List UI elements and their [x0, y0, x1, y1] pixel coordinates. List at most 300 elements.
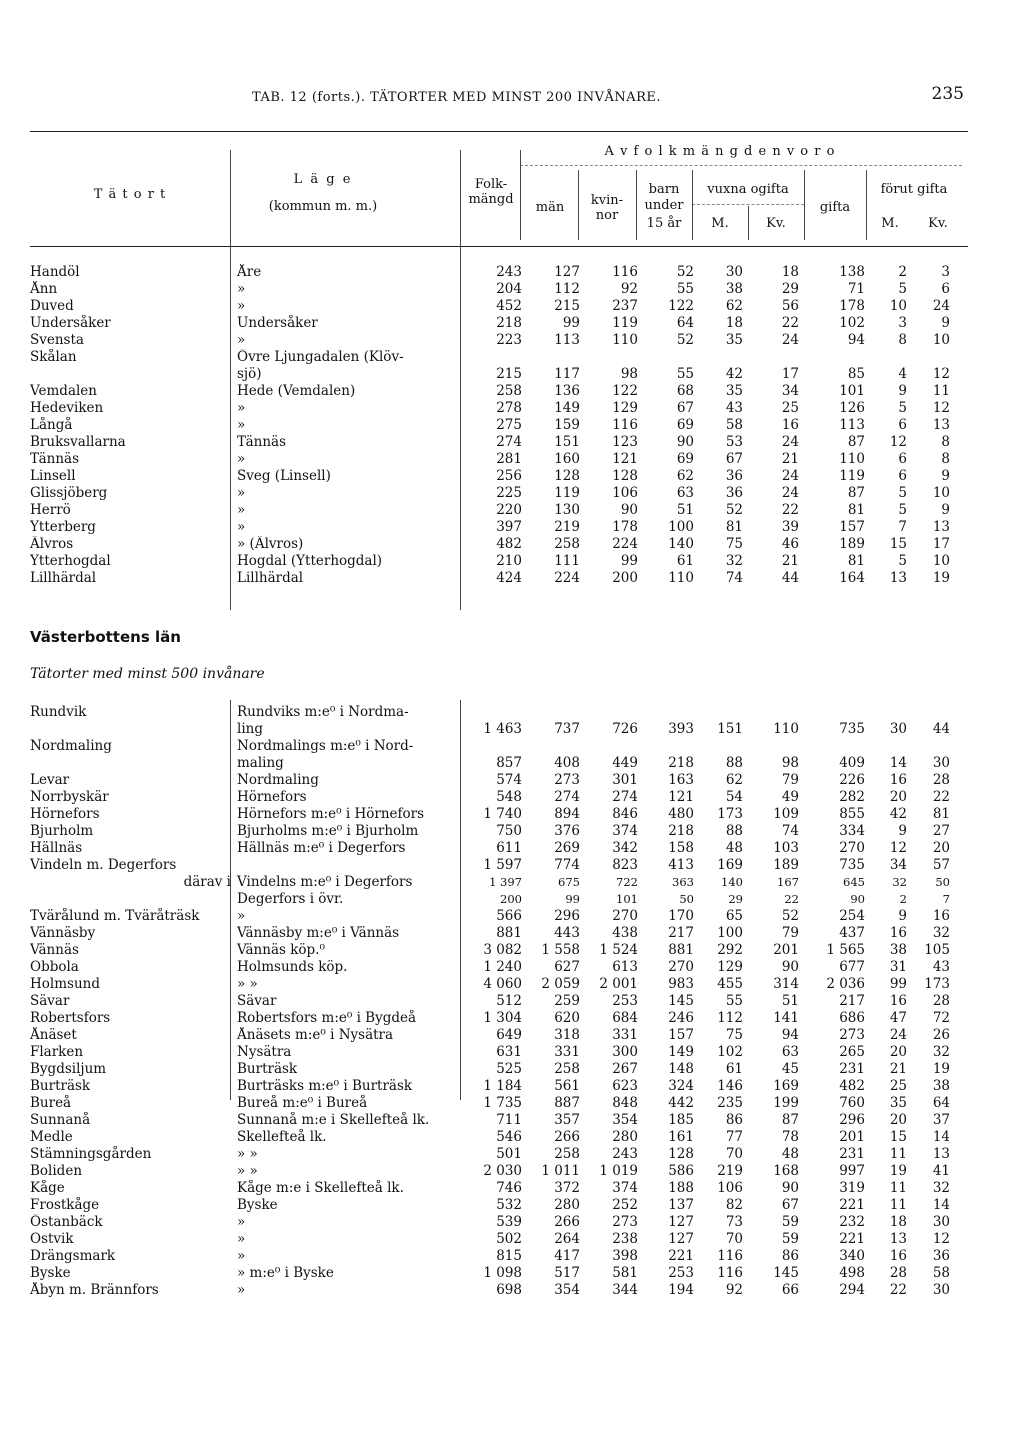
value-cell: 13	[932, 1146, 950, 1162]
place-name: Stämningsgården	[30, 1146, 152, 1162]
value-cell: 294	[839, 1282, 865, 1298]
value-cell: 210	[496, 553, 522, 569]
value-cell: 11	[889, 1146, 907, 1162]
value-cell: 408	[554, 755, 580, 771]
value-cell: 19	[932, 1061, 950, 1077]
value-cell: 24	[781, 434, 799, 450]
place-name: Glissjöberg	[30, 485, 108, 501]
value-cell: 6	[898, 417, 907, 433]
value-cell: 194	[668, 1282, 694, 1298]
value-cell: 273	[612, 1214, 638, 1230]
value-cell: 243	[496, 264, 522, 280]
value-cell: 14	[932, 1197, 950, 1213]
value-cell: 25	[781, 400, 799, 416]
table-row	[30, 570, 950, 587]
value-cell: 167	[777, 875, 799, 889]
value-cell: 49	[781, 789, 799, 805]
place-name: Burträsk	[30, 1078, 91, 1094]
value-cell: 532	[496, 1197, 522, 1213]
value-cell: 11	[932, 383, 950, 399]
value-cell: 413	[668, 857, 694, 873]
place-name	[30, 366, 231, 383]
value-cell: 15	[889, 536, 907, 552]
value-cell: 393	[668, 721, 694, 737]
lage-name: »	[237, 1248, 246, 1264]
value-cell: 173	[717, 806, 743, 822]
lage-name: Kåge m:e i Skellefteå lk.	[237, 1180, 404, 1196]
table-row	[30, 468, 950, 485]
divider-vuxna-kv	[748, 206, 749, 240]
value-cell: 110	[773, 721, 799, 737]
divider-man	[520, 150, 521, 240]
value-cell: 61	[725, 1061, 743, 1077]
value-cell: 32	[932, 925, 950, 941]
value-cell: 246	[668, 1010, 694, 1026]
table-row	[30, 789, 950, 806]
lage-name: Sveg (Linsell)	[237, 468, 331, 484]
table-row	[30, 349, 950, 366]
vasterbotten-table	[30, 704, 950, 1299]
lage-name: maling	[237, 755, 284, 771]
value-cell: 122	[668, 298, 694, 314]
value-cell: 9	[941, 468, 950, 484]
value-cell: 722	[616, 875, 638, 889]
value-cell: 19	[889, 1163, 907, 1179]
col-header-barn-3: 15 år	[646, 216, 682, 231]
value-cell: 102	[717, 1044, 743, 1060]
value-cell: 223	[496, 332, 522, 348]
value-cell: 158	[668, 840, 694, 856]
value-cell: 746	[496, 1180, 522, 1196]
value-cell: 215	[496, 366, 522, 382]
value-cell: 301	[612, 772, 638, 788]
value-cell: 99	[620, 553, 638, 569]
value-cell: 35	[725, 332, 743, 348]
lage-name	[231, 857, 465, 874]
value-cell: 220	[496, 502, 522, 518]
value-cell: 101	[839, 383, 865, 399]
value-cell: 5	[898, 502, 907, 518]
value-cell: 48	[725, 840, 743, 856]
table-row	[30, 1146, 950, 1163]
value-cell: 188	[668, 1180, 694, 1196]
value-cell: 74	[781, 823, 799, 839]
place-name: Tvärålund m. Tväråträsk	[30, 908, 200, 924]
place-name: Hörnefors	[30, 806, 100, 822]
value-cell: 20	[889, 1044, 907, 1060]
value-cell: 90	[850, 892, 865, 906]
value-cell: 29	[781, 281, 799, 297]
value-cell: 169	[717, 857, 743, 873]
value-cell: 376	[554, 823, 580, 839]
value-cell: 87	[781, 1112, 799, 1128]
value-cell: 3	[941, 264, 950, 280]
value-cell: 631	[496, 1044, 522, 1060]
value-cell: 13	[932, 417, 950, 433]
value-cell: 41	[932, 1163, 950, 1179]
value-cell: 256	[496, 468, 522, 484]
value-cell: 12	[932, 400, 950, 416]
value-cell: 43	[932, 959, 950, 975]
value-cell: 9	[898, 823, 907, 839]
value-cell	[638, 349, 694, 366]
place-name: Vemdalen	[30, 383, 97, 399]
value-cell: 1 524	[599, 942, 638, 958]
value-cell: 55	[676, 366, 694, 382]
value-cell: 5	[898, 400, 907, 416]
value-cell: 19	[932, 570, 950, 586]
value-cell: 6	[941, 281, 950, 297]
table-row	[30, 553, 950, 570]
value-cell: 75	[725, 1027, 743, 1043]
value-cell: 750	[496, 823, 522, 839]
col-header-folk-2: mängd	[468, 192, 514, 207]
value-cell: 8	[898, 332, 907, 348]
value-cell: 274	[554, 789, 580, 805]
value-cell: 1 011	[541, 1163, 580, 1179]
value-cell: 2	[898, 264, 907, 280]
value-cell	[580, 738, 638, 755]
lage-name: ling	[237, 721, 263, 737]
col-header-barn: barn	[648, 182, 680, 197]
value-cell: 65	[725, 908, 743, 924]
place-name: Ånäset	[30, 1027, 77, 1043]
value-cell: 62	[676, 468, 694, 484]
table-row	[30, 264, 950, 281]
value-cell: 253	[668, 1265, 694, 1281]
value-cell: 546	[496, 1129, 522, 1145]
value-cell: 265	[839, 1044, 865, 1060]
value-cell: 442	[668, 1095, 694, 1111]
value-cell: 449	[612, 755, 638, 771]
value-cell: 62	[725, 772, 743, 788]
vuxna-underline	[692, 204, 804, 205]
value-cell: 99	[562, 315, 580, 331]
value-cell: 32	[932, 1180, 950, 1196]
value-cell: 12	[932, 366, 950, 382]
value-cell: 437	[839, 925, 865, 941]
col-header-kvinnor-2: nor	[595, 208, 619, 223]
value-cell: 258	[496, 383, 522, 399]
place-name: Medle	[30, 1129, 73, 1145]
place-name: Bjurholm	[30, 823, 94, 839]
value-cell: 278	[496, 400, 522, 416]
value-cell: 34	[781, 383, 799, 399]
table-row	[30, 1061, 950, 1078]
value-cell: 32	[932, 1044, 950, 1060]
place-name: Robertsfors	[30, 1010, 111, 1026]
value-cell: 539	[496, 1214, 522, 1230]
value-cell: 86	[725, 1112, 743, 1128]
value-cell: 218	[668, 823, 694, 839]
value-cell: 2 036	[826, 976, 865, 992]
value-cell: 163	[668, 772, 694, 788]
jamtland-table	[30, 264, 950, 587]
value-cell: 221	[839, 1197, 865, 1213]
lage-name: Hörnefors m:e⁰ i Hörnefors	[237, 806, 425, 822]
value-cell: 56	[781, 298, 799, 314]
lage-name: »	[237, 1231, 246, 1247]
value-cell: 282	[839, 789, 865, 805]
value-cell: 398	[612, 1248, 638, 1264]
place-name: Tännäs	[30, 451, 80, 467]
value-cell: 45	[781, 1061, 799, 1077]
value-cell: 855	[839, 806, 865, 822]
value-cell	[580, 704, 638, 721]
value-cell: 18	[781, 264, 799, 280]
value-cell: 106	[717, 1180, 743, 1196]
place-name: Ytterhogdal	[30, 553, 111, 569]
value-cell: 90	[781, 1180, 799, 1196]
value-cell	[465, 738, 522, 755]
value-cell: 1 558	[541, 942, 580, 958]
value-cell: 21	[781, 451, 799, 467]
value-cell: 443	[554, 925, 580, 941]
value-cell: 110	[668, 570, 694, 586]
value-cell: 501	[496, 1146, 522, 1162]
value-cell: 44	[932, 721, 950, 737]
value-cell: 129	[612, 400, 638, 416]
value-cell: 1 735	[483, 1095, 522, 1111]
value-cell: 574	[496, 772, 522, 788]
lage-name: »	[237, 1282, 246, 1298]
header-top-rule	[30, 131, 968, 132]
place-name: Undersåker	[30, 315, 111, 331]
table-row	[30, 1095, 950, 1112]
value-cell: 148	[668, 1061, 694, 1077]
place-name: Byske	[30, 1265, 71, 1281]
value-cell: 12	[932, 1231, 950, 1247]
col-header-forut-m: M.	[881, 216, 899, 231]
value-cell: 645	[843, 875, 865, 889]
value-cell: 611	[496, 840, 522, 856]
value-cell: 13	[932, 519, 950, 535]
value-cell: 397	[496, 519, 522, 535]
value-cell: 28	[932, 993, 950, 1009]
table-row	[30, 942, 950, 959]
value-cell: 6	[898, 468, 907, 484]
value-cell: 101	[616, 892, 638, 906]
value-cell: 2 030	[483, 1163, 522, 1179]
value-cell: 324	[668, 1078, 694, 1094]
value-cell: 224	[554, 570, 580, 586]
value-cell: 71	[847, 281, 865, 297]
table-row	[30, 1010, 950, 1027]
value-cell: 119	[839, 468, 865, 484]
value-cell: 127	[668, 1214, 694, 1230]
place-name: Frostkåge	[30, 1197, 100, 1213]
value-cell: 130	[554, 502, 580, 518]
value-cell: 22	[784, 892, 799, 906]
value-cell: 334	[839, 823, 865, 839]
place-name: Ostvik	[30, 1231, 74, 1247]
divider-forut	[866, 170, 867, 240]
value-cell: 620	[554, 1010, 580, 1026]
value-cell: 201	[773, 942, 799, 958]
value-cell: 16	[932, 908, 950, 924]
lage-name: »	[237, 485, 246, 501]
value-cell: 21	[889, 1061, 907, 1077]
table-row	[30, 959, 950, 976]
value-cell	[694, 738, 743, 755]
value-cell: 201	[839, 1129, 865, 1145]
table-row	[30, 1265, 950, 1282]
lage-name: Degerfors i övr.	[237, 891, 344, 907]
place-name: Hällnäs	[30, 840, 83, 856]
value-cell: 22	[889, 1282, 907, 1298]
value-cell: 735	[839, 721, 865, 737]
col-header-tatort: T ä t o r t	[93, 187, 167, 202]
value-cell: 2 059	[541, 976, 580, 992]
value-cell: 983	[668, 976, 694, 992]
value-cell: 735	[839, 857, 865, 873]
value-cell: 111	[554, 553, 580, 569]
value-cell: 269	[554, 840, 580, 856]
value-cell: 881	[496, 925, 522, 941]
divider-gifta	[804, 170, 805, 240]
value-cell: 9	[941, 315, 950, 331]
value-cell: 122	[612, 383, 638, 399]
section-subtitle: Tätorter med minst 500 invånare	[30, 666, 265, 682]
value-cell: 112	[717, 1010, 743, 1026]
value-cell: 141	[773, 1010, 799, 1026]
value-cell: 15	[889, 1129, 907, 1145]
lage-name: »	[237, 400, 246, 416]
value-cell: 498	[839, 1265, 865, 1281]
value-cell: 24	[781, 468, 799, 484]
value-cell	[638, 738, 694, 755]
value-cell: 30	[889, 721, 907, 737]
value-cell: 29	[728, 892, 743, 906]
col-header-group: A v f o l k m ä n g d e n v o r o	[604, 144, 836, 159]
table-row	[30, 1248, 950, 1265]
value-cell: 69	[676, 417, 694, 433]
value-cell: 86	[781, 1248, 799, 1264]
value-cell	[638, 704, 694, 721]
value-cell: 51	[676, 502, 694, 518]
value-cell: 12	[889, 434, 907, 450]
value-cell: 16	[781, 417, 799, 433]
table-row	[30, 857, 950, 874]
place-name: Ytterberg	[30, 519, 96, 535]
value-cell: 1 019	[599, 1163, 638, 1179]
value-cell: 127	[554, 264, 580, 280]
value-cell: 424	[496, 570, 522, 586]
value-cell: 87	[847, 485, 865, 501]
table-row	[30, 1129, 950, 1146]
value-cell: 82	[725, 1197, 743, 1213]
value-cell: 1 597	[483, 857, 522, 873]
value-cell: 94	[847, 332, 865, 348]
value-cell: 50	[935, 875, 950, 889]
value-cell: 275	[496, 417, 522, 433]
value-cell: 20	[889, 1112, 907, 1128]
lage-name: »	[237, 332, 246, 348]
place-name: Obbola	[30, 959, 79, 975]
value-cell: 7	[898, 519, 907, 535]
value-cell: 70	[725, 1146, 743, 1162]
value-cell: 296	[839, 1112, 865, 1128]
table-row	[30, 315, 950, 332]
value-cell: 344	[612, 1282, 638, 1298]
value-cell: 24	[932, 298, 950, 314]
place-name: Nordmaling	[30, 738, 112, 754]
col-header-forut: förut gifta	[880, 182, 948, 197]
table-row	[30, 1044, 950, 1061]
lage-name: Bjurholms m:e⁰ i Bjurholm	[237, 823, 419, 839]
value-cell: 225	[496, 485, 522, 501]
value-cell	[743, 349, 799, 366]
value-cell: 331	[554, 1044, 580, 1060]
value-cell: 26	[932, 1027, 950, 1043]
value-cell: 10	[932, 485, 950, 501]
place-name: Rundvik	[30, 704, 87, 720]
value-cell: 1 184	[483, 1078, 522, 1094]
place-name: Långå	[30, 417, 73, 433]
value-cell: 157	[668, 1027, 694, 1043]
lage-name: »	[237, 1214, 246, 1230]
value-cell: 232	[839, 1214, 865, 1230]
value-cell: 698	[496, 1282, 522, 1298]
value-cell: 64	[676, 315, 694, 331]
place-name: Bureå	[30, 1095, 72, 1111]
value-cell	[522, 738, 580, 755]
value-cell	[865, 738, 907, 755]
lage-name: Lillhärdal	[237, 570, 304, 586]
lage-name: Robertsfors m:e⁰ i Bygdeå	[237, 1010, 417, 1026]
value-cell: 16	[889, 772, 907, 788]
value-cell: 38	[889, 942, 907, 958]
header-bottom-rule	[30, 246, 968, 247]
lage-name: » »	[237, 1163, 258, 1179]
value-cell: 238	[612, 1231, 638, 1247]
value-cell: 151	[717, 721, 743, 737]
table-row	[30, 1027, 950, 1044]
place-name: Herrö	[30, 502, 71, 518]
value-cell: 69	[676, 451, 694, 467]
value-cell: 231	[839, 1061, 865, 1077]
value-cell: 30	[932, 755, 950, 771]
col-header-forut-kv: Kv.	[928, 216, 948, 231]
place-name: Boliden	[30, 1163, 83, 1179]
value-cell: 848	[612, 1095, 638, 1111]
lage-name: Vännäsby m:e⁰ i Vännäs	[237, 925, 400, 941]
value-cell: 44	[781, 570, 799, 586]
value-cell: 67	[781, 1197, 799, 1213]
value-cell: 66	[781, 1282, 799, 1298]
value-cell: 117	[554, 366, 580, 382]
value-cell: 35	[889, 1095, 907, 1111]
lage-name: Nysätra	[237, 1044, 292, 1060]
value-cell: 157	[839, 519, 865, 535]
divider-barn	[636, 170, 637, 240]
value-cell: 85	[847, 366, 865, 382]
value-cell: 189	[773, 857, 799, 873]
table-row	[30, 806, 950, 823]
lage-name: Holmsunds köp.	[237, 959, 348, 975]
value-cell: 164	[839, 570, 865, 586]
value-cell: 32	[725, 553, 743, 569]
value-cell: 3 082	[483, 942, 522, 958]
value-cell: 90	[620, 502, 638, 518]
col-header-kvinnor: kvin-	[590, 193, 624, 208]
value-cell: 113	[839, 417, 865, 433]
lage-name: Sunnanå m:e i Skellefteå lk.	[237, 1112, 430, 1128]
value-cell: 243	[612, 1146, 638, 1162]
lage-name: Hede (Vemdalen)	[237, 383, 356, 399]
value-cell: 151	[554, 434, 580, 450]
lage-name: »	[237, 281, 246, 297]
